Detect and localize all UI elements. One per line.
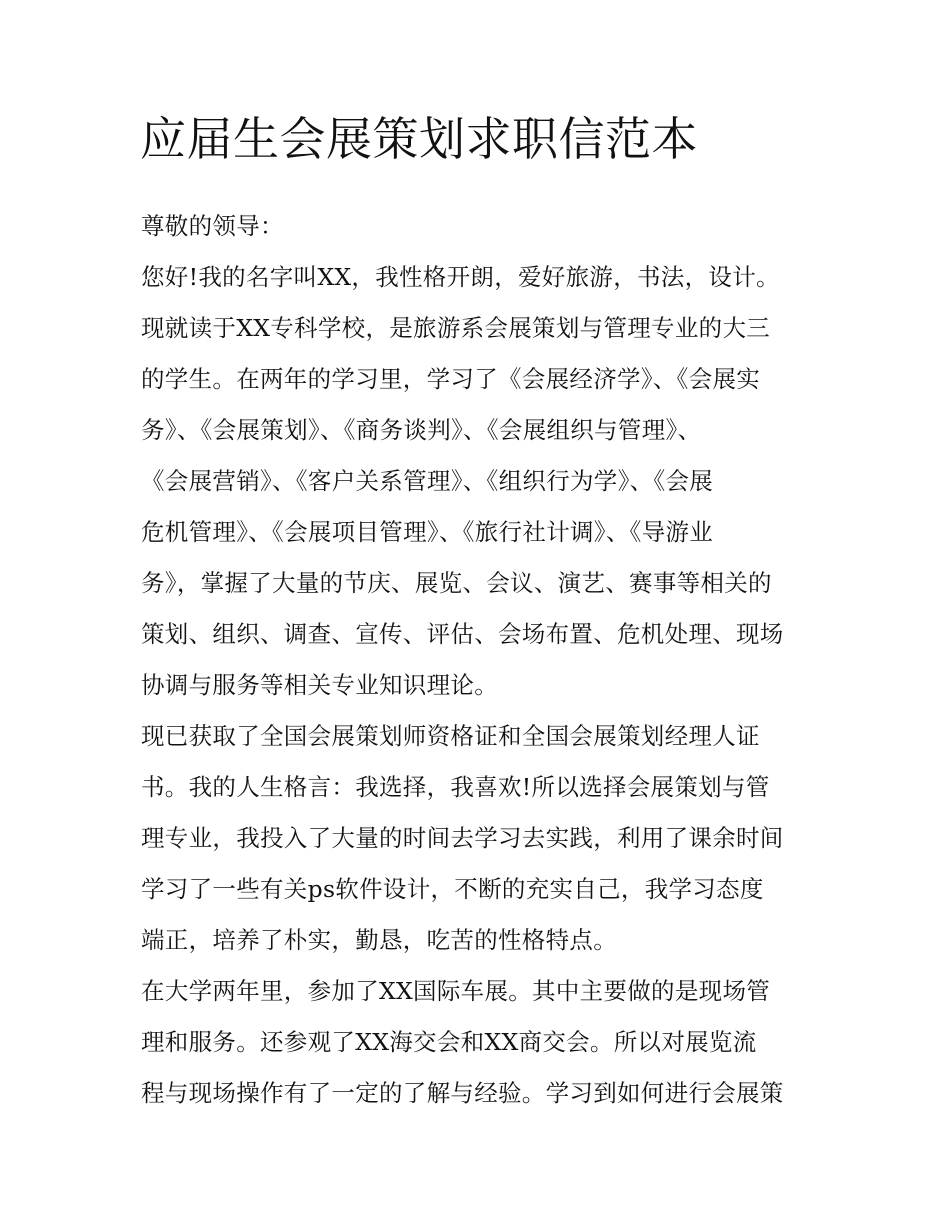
text-line: 现就读于XX专科学校，是旅游系会展策划与管理专业的大三 bbox=[141, 314, 771, 342]
text-line: 危机管理》、《会展项目管理》、《旅行社计调》、《导游业 bbox=[141, 518, 714, 546]
text-line: 学习了一些有关ps软件设计，不断的充实自己，我学习态度 bbox=[141, 875, 764, 903]
text-line: 程与现场操作有了一定的了解与经验。学习到如何进行会展策 bbox=[141, 1079, 784, 1107]
text-line: 书。我的人生格言：我选择，我喜欢!所以选择会展策划与管 bbox=[141, 773, 770, 801]
page-title: 应届生会展策划求职信范本 bbox=[140, 112, 698, 166]
text-line: 务》，掌握了大量的节庆、展览、会议、演艺、赛事等相关的 bbox=[141, 569, 772, 597]
salutation: 尊敬的领导： bbox=[141, 212, 284, 240]
text-line: 端正，培养了朴实，勤恳，吃苦的性格特点。 bbox=[141, 926, 617, 954]
text-line: 《会展营销》、《客户关系管理》、《组织行为学》、《会展 bbox=[141, 467, 714, 495]
letter-body bbox=[141, 201, 821, 1119]
text-line: 的学生。在两年的学习里，学习了《会展经济学》、《会展实 bbox=[141, 365, 761, 393]
text-line: 务》、《会展策划》、《商务谈判》、《会展组织与管理》、 bbox=[141, 416, 702, 444]
text-line: 现已获取了全国会展策划师资格证和全国会展策划经理人证 bbox=[141, 722, 760, 750]
text-line: 您好!我的名字叫XX，我性格开朗，爱好旅游，书法，设计。 bbox=[141, 263, 780, 291]
text-line: 理和服务。还参观了XX海交会和XX商交会。所以对展览流 bbox=[141, 1028, 757, 1056]
text-line: 协调与服务等相关专业知识理论。 bbox=[141, 671, 498, 699]
text-line: 理专业，我投入了大量的时间去学习去实践，利用了课余时间 bbox=[141, 824, 784, 852]
text-line: 在大学两年里，参加了XX国际车展。其中主要做的是现场管 bbox=[141, 977, 771, 1005]
text-line: 策划、组织、调查、宣传、评估、会场布置、危机处理、现场 bbox=[141, 620, 784, 648]
